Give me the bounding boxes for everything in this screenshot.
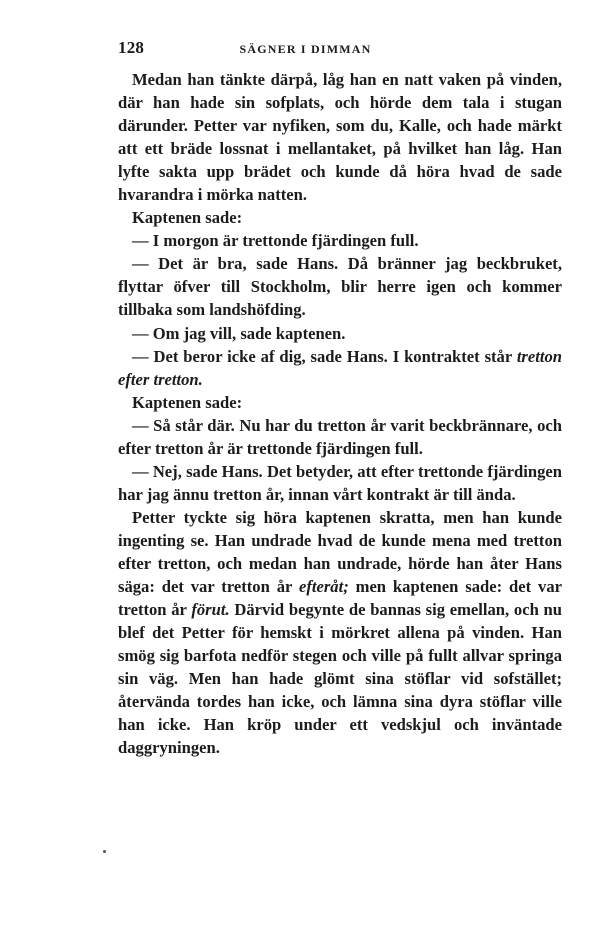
page-header [118,38,493,62]
print-speck [103,850,106,853]
dialogue-line: — I morgon är trettonde fjärdingen full. [132,231,419,251]
dialogue-line [118,345,562,391]
paragraph: Kaptenen sade: [132,208,243,228]
text-run: — Det beror icke af dig, sade Hans. I kontraktet står [132,346,517,366]
dialogue-line: — Nej, sade Hans. Det betyder, att efter trettonde fjärdingen har jag ännu tretton år, innan vårt kontrakt är till ända. [118,461,562,504]
paragraph [118,506,562,760]
body-text [118,68,562,759]
text-run: Petter tyckte sig höra kaptenen skratta, men han kunde ingenting se. Han undrade hvad de kunde mena med tretton efter tretton, och medan han undrade, hörde han åter Hans säga: det var tretton år [118,507,562,597]
running-head: SÄGNER I DIMMAN [239,42,372,56]
text-run: men kaptenen sade: det var tretton år [118,577,562,620]
italic-text: tretton efter tretton. [118,346,562,389]
text-run: Därvid begynte de bannas sig emellan, och nu blef det Petter för hemskt i mörkret allena på vinden. Han smög sig barfota nedför stegen och ville på fullt allvar springa sin väg. Men han hade glömt sina stöflar vid sofstället; återvända tordes han icke, och lämna sina dyra stöflar ville han icke. Han kröp under ett vedskjul och inväntade daggryningen. [118,600,562,758]
paragraph: Medan han tänkte därpå, låg han en natt vaken på vinden, där han hade sin sofplats, och hörde dem tala i stugan därunder. Petter var nyfiken, som du, Kalle, och hade märkt att ett bräde lossnat i mellantaket, på hvilket han låg. Han lyfte sakta upp brädet och kunde då höra hvad de sade hvarandra i mörka natten. [118,70,562,205]
dialogue-line: — Det är bra, sade Hans. Då bränner jag beckbruket, flyttar öfver till Stockholm, blir herre igen och kommer tillbaka som landshöfding. [118,254,562,320]
italic-text: förut. [191,600,230,620]
paragraph: Kaptenen sade: [132,392,243,412]
dialogue-line: — Så står där. Nu har du tretton år varit beckbrännare, och efter tretton år är trettonde fjärdingen full. [118,415,562,458]
dialogue-line: — Om jag vill, sade kaptenen. [132,323,346,343]
italic-text: efteråt; [298,577,349,597]
page-number: 128 [118,38,145,57]
